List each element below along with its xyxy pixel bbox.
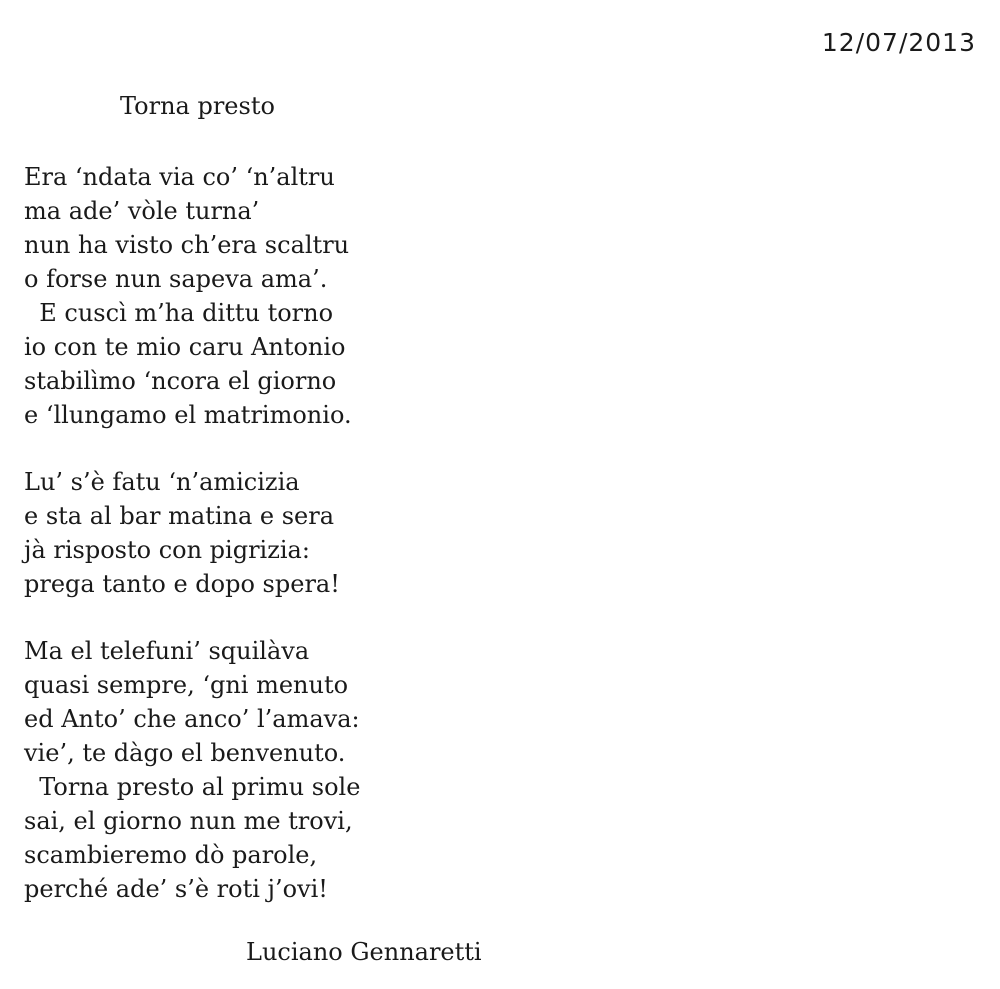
poem-line: Era ‘ndata via co’ ‘n’altru — [24, 163, 335, 191]
poem-line: ma ade’ vòle turna’ — [24, 197, 260, 225]
poem-line: o forse nun sapeva ama’. — [24, 265, 328, 293]
document-date: 12/07/2013 — [821, 28, 976, 57]
stanza-break — [24, 432, 624, 465]
poem-line: e sta al bar matina e sera — [24, 502, 335, 530]
poem-line: Torna presto al primu sole — [24, 773, 361, 801]
poem-line: vie’, te dàgo el benvenuto. — [24, 739, 346, 767]
poem-line: e ‘llungamo el matrimonio. — [24, 401, 352, 429]
poem-line: perché ade’ s’è roti j’ovi! — [24, 875, 328, 903]
poem-title: Torna presto — [120, 92, 275, 120]
poem-line: jà risposto con pigrizia: — [24, 536, 310, 564]
poem-line: scambieremo dò parole, — [24, 841, 318, 869]
stanza-break — [24, 601, 624, 634]
stanza-1 — [24, 160, 624, 432]
poem-line: nun ha visto ch’era scaltru — [24, 231, 350, 259]
stanza-2 — [24, 465, 624, 601]
poem-line: E cuscì m’ha dittu torno — [24, 299, 334, 327]
poem-line: stabilìmo ‘ncora el giorno — [24, 367, 337, 395]
poem-body — [24, 160, 624, 906]
poem-line: prega tanto e dopo spera! — [24, 570, 340, 598]
author-signature: Luciano Gennaretti — [246, 938, 482, 966]
poem-line: io con te mio caru Antonio — [24, 333, 346, 361]
poem-line: Lu’ s’è fatu ‘n’amicizia — [24, 468, 300, 496]
poem-line: Ma el telefuni’ squilàva — [24, 637, 310, 665]
poem-line: quasi sempre, ‘gni menuto — [24, 671, 349, 699]
poem-line: ed Anto’ che anco’ l’amava: — [24, 705, 360, 733]
stanza-3 — [24, 634, 624, 906]
poem-line: sai, el giorno nun me trovi, — [24, 807, 353, 835]
